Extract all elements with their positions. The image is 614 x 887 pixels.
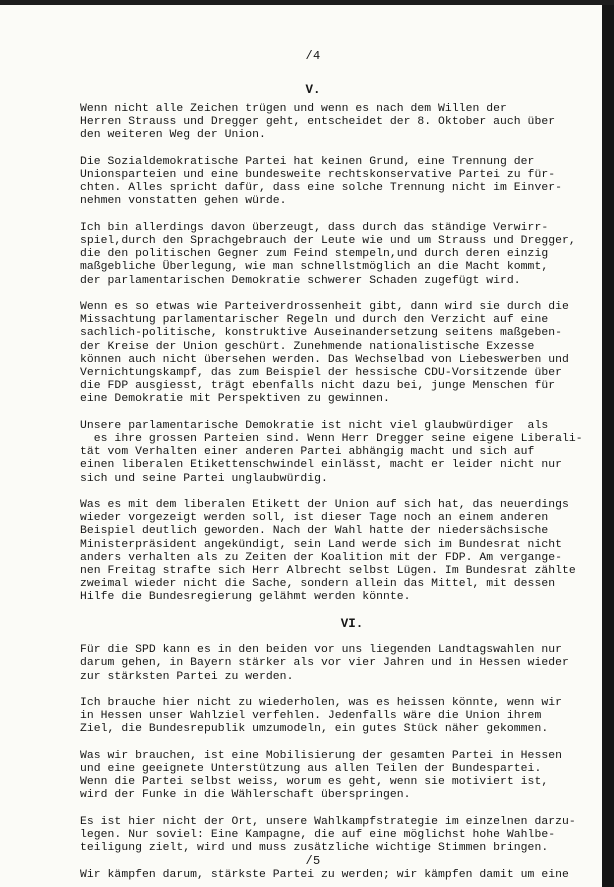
paragraph: Ich brauche hier nicht zu wiederholen, was es heissen könnte, wenn wir in Hessen unser Wahlziel verfehlen. Jedenfalls wäre die Union ihrem Ziel, die Bundesrepublik umzumodeln, ein gutes Stück näher gekommen. <box>80 697 562 736</box>
page-number-top: /4 <box>305 49 321 63</box>
paragraph: Was es mit dem liberalen Etikett der Union auf sich hat, das neuerdings wieder vorgezeigt werden soll, ist dieser Tage noch an einem anderen Beispiel deutlich geworden. Nach der Wahl hatte der niedersächsische Ministerpräsident angekündigt, sein Land werde sich im Bundesrat nicht anders verhalten als zu Zeiten der Koalition mit der FDP. Am vergange- nen Freitag strafte sich Herr Albrecht selbst Lügen. Im Bundesrat zählte zweimal wieder nicht die Sache, sondern allein das Mittel, mit dessen Hilfe die Bundesregierung gelähmt werden könnte. <box>80 499 576 604</box>
paragraph: Wenn nicht alle Zeichen trügen und wenn es nach dem Willen der Herren Strauss und Dregger geht, entscheidet der 8. Oktober auch über den weiteren Weg der Union. <box>80 103 556 142</box>
paragraph: Es ist hier nicht der Ort, unsere Wahlkampfstrategie im einzelnen darzu- legen. Nur soviel: Eine Kampagne, die auf eine möglichst hohe Wahlbe- teiligung zielt, wird und muss zusätzliche wichtige Stimmen bringen. <box>80 815 576 855</box>
paragraph: Für die SPD kann es in den beiden vor uns liegenden Landtagswahlen nur darum gehen, in Bayern stärker als vor vier Jahren und in Hessen wieder zur stärksten Partei zu werden. <box>80 644 569 683</box>
scan-border-top <box>0 0 614 5</box>
scan-border-right <box>602 0 614 887</box>
section-heading-vi: VI. <box>340 616 364 631</box>
paragraph: Die Sozialdemokratische Partei hat keinen Grund, eine Trennung der Unionsparteien und eine bundesweite rechtskonservative Partei zu für- chten. Alles spricht dafür, dass eine solche Trennung nicht im Einver- nehmen vonstatten gehen würde. <box>80 155 562 208</box>
page-number-bottom: /5 <box>305 854 321 868</box>
paragraph: Unsere parlamentarische Demokratie ist nicht viel glaubwürdiger als es ihre grossen Parteien sind. Wenn Herr Dregger seine eigene Liberali- tät vom Verhalten einer anderen Partei abhängig macht und sich auf einen liberalen Etikettenschwindel einlässt, macht er leider nicht nur sich und seine Partei unglaubwürdig. <box>80 419 583 485</box>
section-heading-v: V. <box>305 83 321 97</box>
paragraph: Ich bin allerdings davon überzeugt, dass durch das ständige Verwirr- spiel,durch den Sprachgebrauch der Leute wie und um Strauss und Dregger, die den politischen Gegner zum Feind stempeln,und durch deren einzig maßgebliche Überlegung, wie man schnellstmöglich an die Macht kommt, der parlamentarischen Demokratie schwerer Schaden zugefügt wird. <box>80 221 576 287</box>
paragraph: Was wir brauchen, ist eine Mobilisierung der gesamten Partei in Hessen und eine geeignete Unterstützung aus allen Teilen der Bundespartei. Wenn die Partei selbst weiss, worum es geht, wenn sie motiviert ist, wird der Funke in die Wählerschaft überspringen. <box>80 749 562 802</box>
document-body <box>80 103 584 882</box>
paragraph: Wir kämpfen darum, stärkste Partei zu werden; wir kämpfen damit um eine <box>80 868 569 881</box>
paragraph: Wenn es so etwas wie Parteiverdrossenheit gibt, dann wird sie durch die Missachtung parlamentarischer Regeln und durch den Verzicht auf eine sachlich-politische, konstruktive Auseinandersetzung seitens maßgeben- der Kreise der Union geschürt. Zunehmende nationalistische Exzesse können auch nicht übersehen werden. Das Wechselbad von Liebeswerben und Vernichtungskampf, das zum Beispiel der hessische CDU-Vorsitzende über die FDP ausgiesst, trägt ebenfalls nicht dazu bei, junge Menschen für eine Demokratie mit Perspektiven zu gewinnen. <box>80 301 569 406</box>
